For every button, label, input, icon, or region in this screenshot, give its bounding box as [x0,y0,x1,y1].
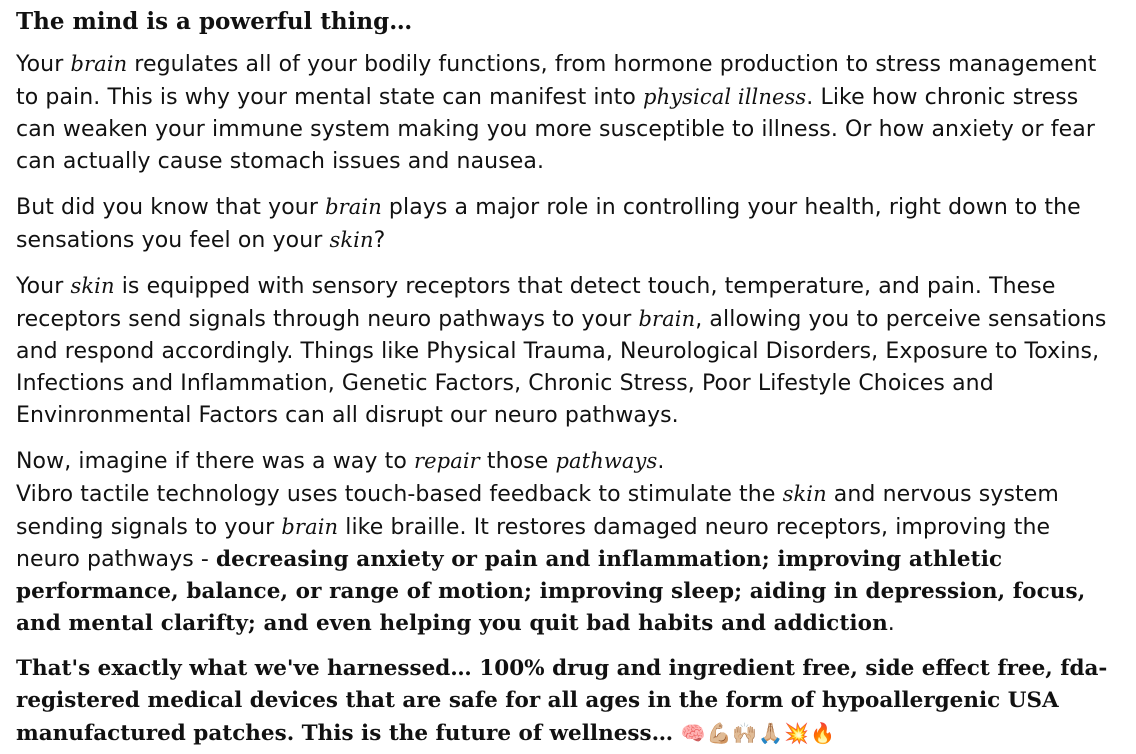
paragraph-sensory-receptors [16,270,1120,432]
paragraph-vibro-tactile [16,445,1120,640]
text: plays a major role in controlling your health, right down to the sensations you feel on your [16,195,1081,253]
text: Now, imagine if there was a way to [16,449,414,474]
separator: ; [734,579,750,604]
separator: , [1077,579,1086,604]
italic-word: pathways [555,449,658,473]
italic-word: repair [414,449,480,473]
text: But did you know that your [16,195,326,220]
bold-benefit: improving sleep [539,579,735,604]
italic-word: brain [325,195,382,219]
italic-word: brain [70,52,128,76]
post-body [16,6,1120,750]
bold-benefit: balance [186,579,281,604]
paragraph-skin-question [16,191,1120,257]
text: regulates all of your bodily functions, from hormone production to stress management to pain. This is why your mental state can manifest into [16,52,1097,110]
bold-benefit: improving athletic performance [16,547,1003,604]
paragraph-brain-functions [16,48,1120,178]
closing-text: That's exactly what we've harnessed… 100% drug and ingredient free, side effect free, fda-registered medical devices that are safe for all ages in the form of hypoallergenic USA manufactured patches. This is the future of wellness… [16,656,1108,746]
separator: , [997,579,1013,604]
bold-benefit: or range of motion [295,579,524,604]
italic-word: skin [329,228,374,252]
bold-benefit: and even helping you quit bad habits and addiction [263,611,888,636]
separator: , [280,579,296,604]
bold-benefit: decreasing anxiety or pain and inflammation [216,547,762,572]
separator: , [171,579,187,604]
text: is equipped with sensory receptors that detect touch, temperature, and pain. These receptors send signals through neuro pathways to your [16,274,1056,332]
separator: ; [523,579,540,604]
separator: . [887,611,895,636]
text: Your [16,52,71,77]
bold-benefit: focus [1012,579,1078,604]
italic-word: physical illness [643,85,807,109]
text: . [657,449,665,474]
bold-benefit: and mental clarifty [16,611,248,636]
text: Vibro tactile technology uses touch-based feedback to stimulate the [16,482,783,507]
text: , allowing you to perceive sensations and respond accordingly. Things like Physical Trauma, Neurological Disorders, Exposure to Toxins, Infections and Inflammation, Genetic Factors, Chronic Stress, Poor Lifestyle Choices and Envinronmental Factors can all disrupt our neuro pathways. [16,307,1107,428]
bold-benefit: aiding in depression [749,579,998,604]
italic-word: brain [638,307,696,331]
separator: ; [247,611,264,636]
text: and nervous system sending signals to your [16,482,1059,540]
emoji-row-icon: 🧠💪🏼🙌🏼🙏🏼💥🔥 [680,721,837,745]
italic-word: brain [281,515,339,539]
italic-word: skin [70,274,115,298]
text: ? [373,228,386,253]
separator: ; [761,547,778,572]
paragraph-closing [16,653,1120,750]
text: . Like how chronic stress can weaken your immune system making you more susceptible to illness. Or how anxiety or fear can actually cause stomach issues and nausea. [16,85,1095,174]
post-heading: The mind is a powerful thing… [16,8,413,35]
text: like braille. It restores damaged neuro receptors, improving the neuro pathways - [16,515,1051,572]
italic-word: skin [782,482,827,506]
text: Your [16,274,71,299]
text: those [479,449,556,474]
